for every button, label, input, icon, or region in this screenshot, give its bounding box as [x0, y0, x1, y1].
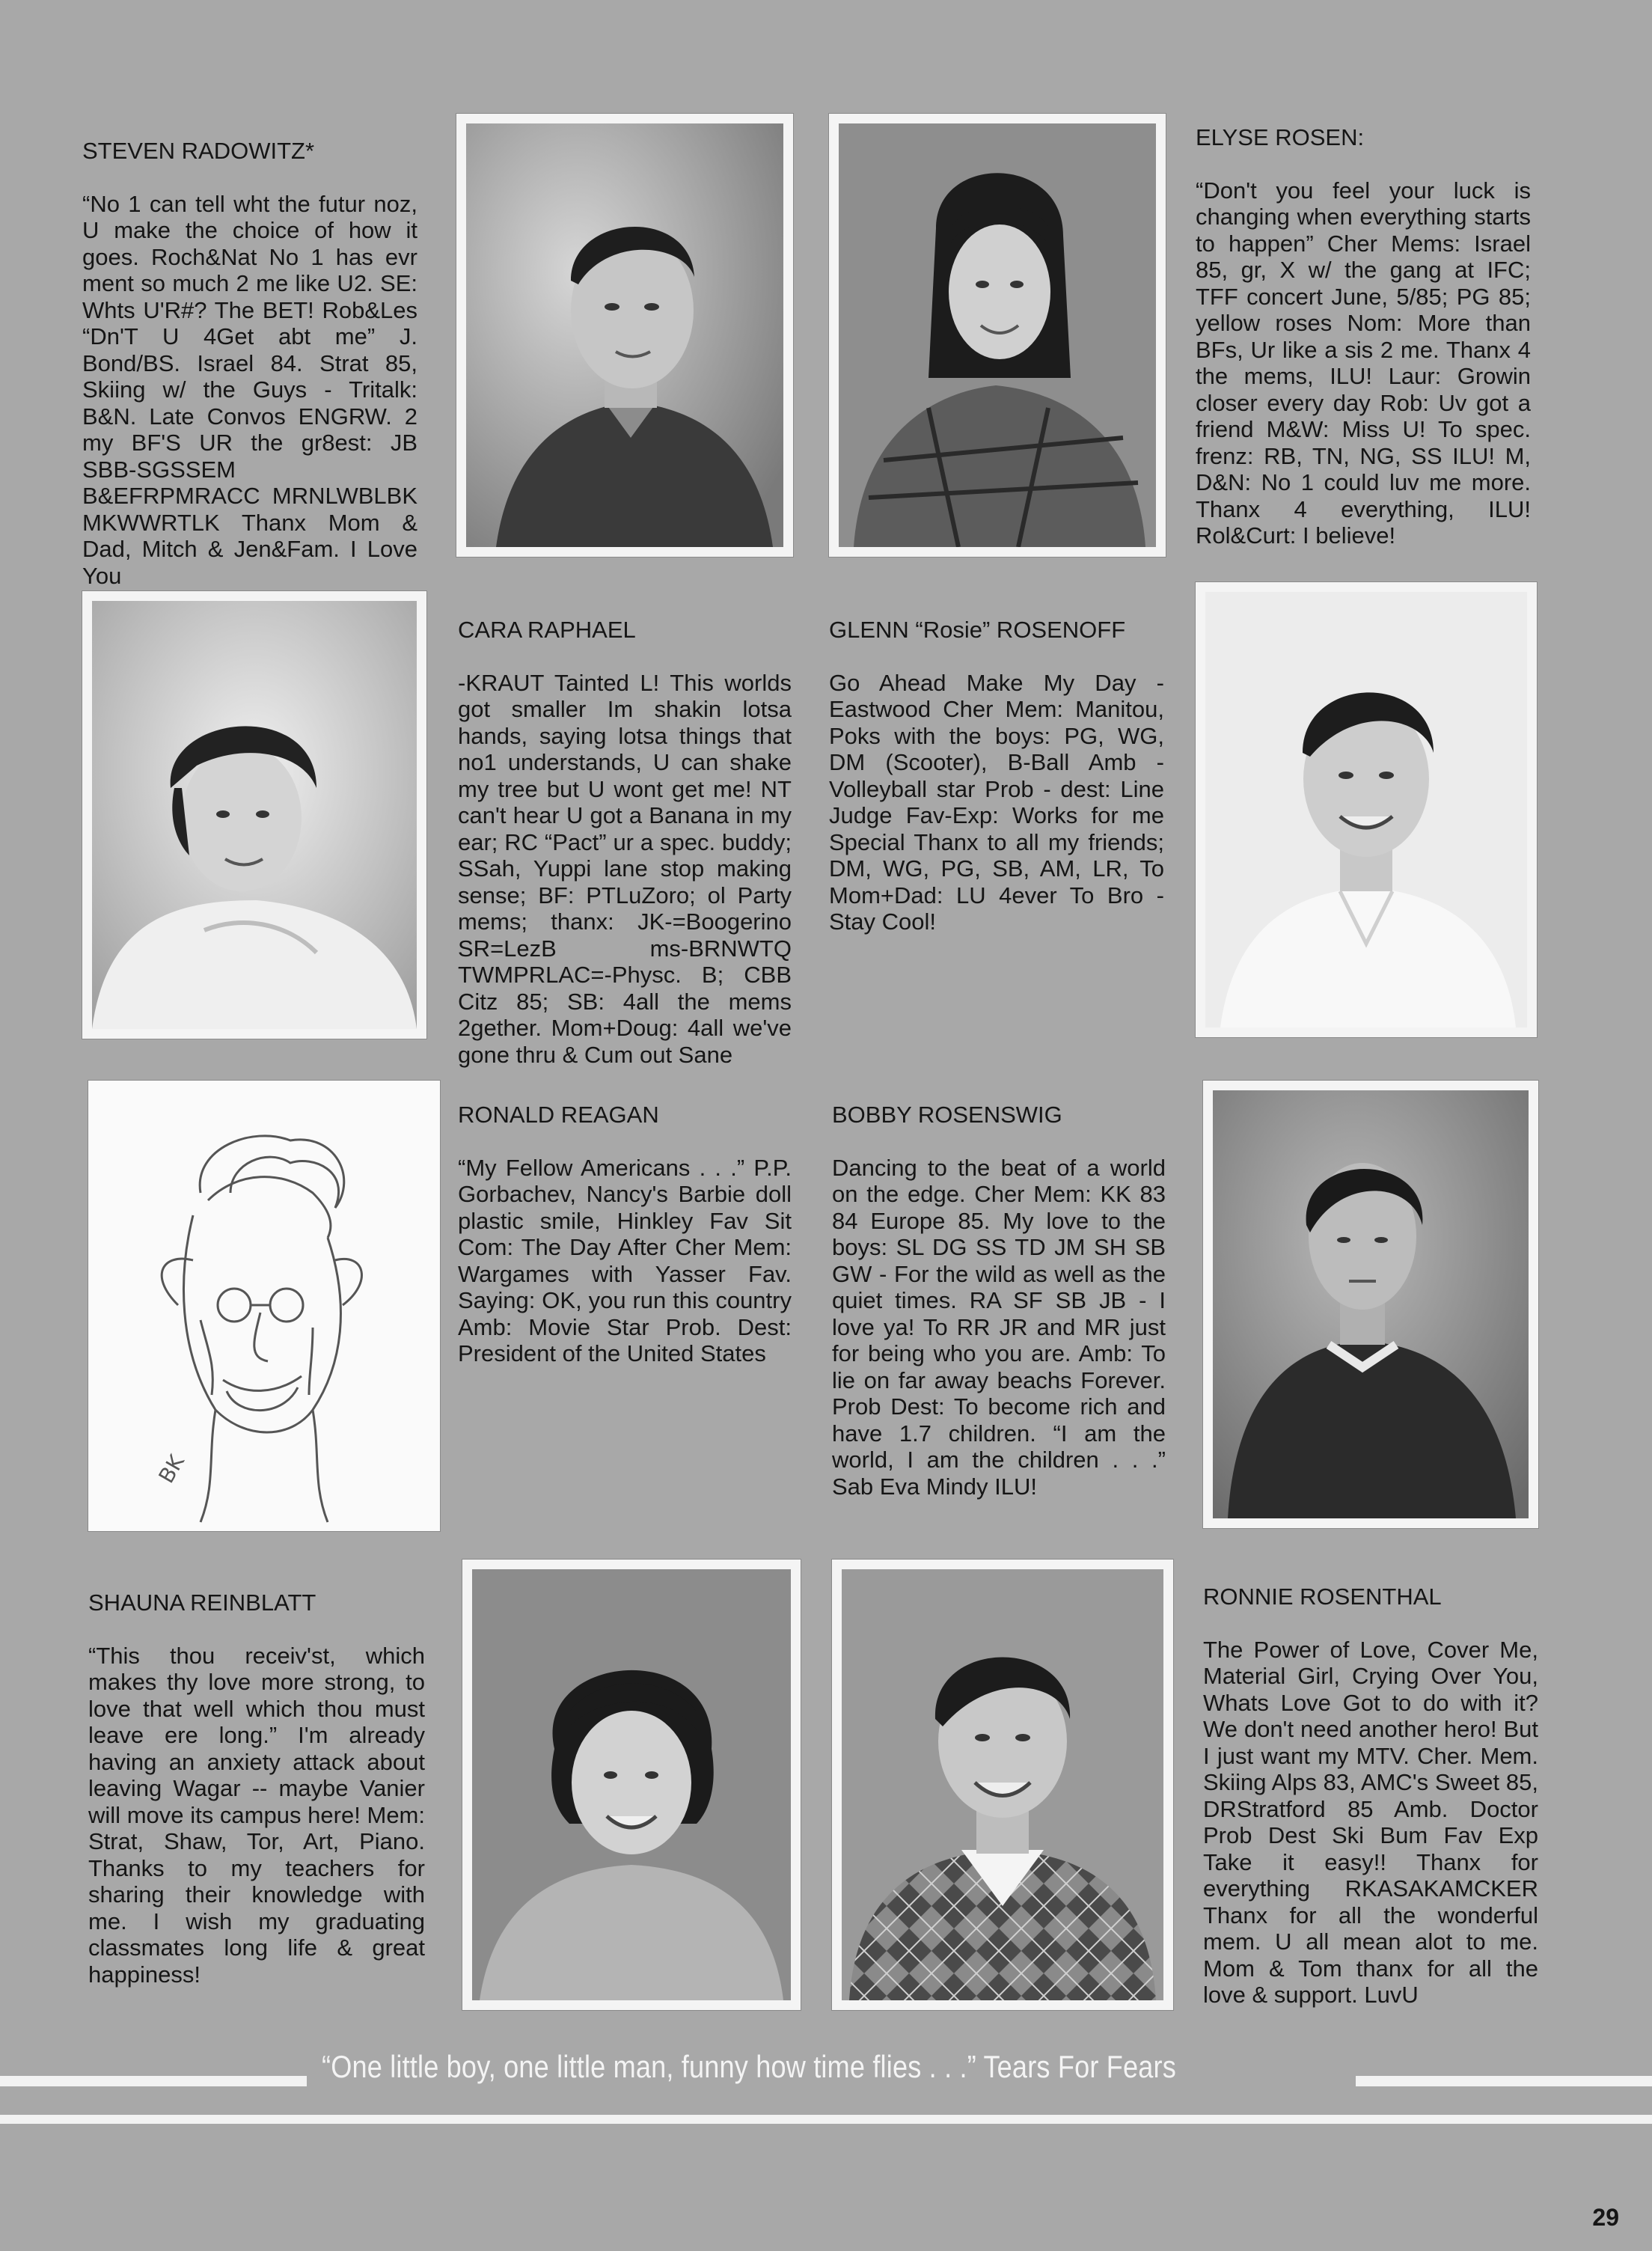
student-blurb-raphael — [458, 590, 792, 1068]
caricature-signature: BK — [153, 1450, 189, 1488]
student-photo-rosenswig — [1203, 1081, 1538, 1528]
footer-quote: “One little boy, one little man, funny how time flies . . .” Tears For Fears — [322, 2049, 1176, 2084]
student-quote: The Power of Love, Cover Me, Material Girl, Crying Over You, Whats Love Got to do with it? We don't need another hero! But I just want my MTV. Cher. Mem. Skiing Alps 83, AMC's Sweet 85, DRStratford 85 Amb. Doctor Prob Dest Ski Bum Fav Exp Take it easy!! Thanx for everything RKASAKAMCKER Thanx for all the wonderful mem. U all mean alot to me. Mom & Tom thanx for all the love & support. LuvU — [1203, 1636, 1538, 2008]
student-quote: Dancing to the beat of a world on the edge. Cher Mem: KK 83 84 Europe 85. My love to the boys: SL DG SS TD JM SH SB GW - For the wild as well as the quiet times. RA SF SB JB - I love ya! To RR JR and MR just for being who you are. Amb: To lie on far away beachs Forever. Prob Dest: To become rich and have 1.7 children. “I am the world, I am the children . . .” Sab Eva Mindy ILU! — [832, 1154, 1166, 1500]
caricature-reagan — [88, 1081, 440, 1531]
student-name: STEVEN RADOWITZ* — [82, 137, 315, 164]
student-quote: Go Ahead Make My Day - Eastwood Cher Mem: Manitou, Poks with the boys: PG, WG, DM (Scooter), B-Ball Amb - Volleyball star Prob - dest: Line Judge Fav-Exp: Works for me Special Thanx to all my friends; DM, WG, PG, SB, AM, LR, To Mom+Dad: LU 4ever To Bro - Stay Cool! — [829, 669, 1164, 935]
student-name: ELYSE ROSEN: — [1196, 123, 1365, 150]
student-blurb-reagan — [458, 1075, 792, 1367]
student-blurb-rosen — [1196, 97, 1531, 549]
quote-rule-left — [0, 2076, 307, 2086]
student-photo-radowitz — [456, 114, 793, 557]
student-blurb-rosenthal — [1203, 1557, 1538, 2009]
student-quote: “My Fellow Americans . . .” P.P. Gorbachev, Nancy's Barbie doll plastic smile, Hinkley Fav Sit Com: The Day After Cher Mem: Wargames with Yasser Fav. Saying: OK, you run this country Amb: Movie Star Prob. Dest: President of the United States — [458, 1154, 792, 1366]
student-blurb-rosenswig — [832, 1075, 1166, 1500]
student-name: GLENN “Rosie” ROSENOFF — [829, 616, 1126, 643]
student-quote: -KRAUT Tainted L! This worlds got smaller Im shakin lotsa hands, saying lotsa things that no1 understands, U can shake my tree but U wont get me! NT can't hear U got a Banana in my ear; RC “Pact” ur a spec. buddy; SSah, Yuppi lane stop making sense; BF: PTLuZoro; ol Party mems; thanx: JK-=Boogerino SR=LezB ms-BRNWTQ TWMPRLAC=-Physc. B; CBB Citz 85; SB: 4all the mems 2gether. Mom+Doug: 4all we've gone thru & Cum out Sane — [458, 669, 792, 1068]
student-blurb-rosenoff — [829, 590, 1164, 935]
quote-rule-bottom — [0, 2115, 1652, 2124]
student-name: BOBBY ROSENSWIG — [832, 1101, 1062, 1128]
student-name: CARA RAPHAEL — [458, 616, 636, 643]
quote-rule-right — [1356, 2076, 1652, 2086]
student-photo-rosenthal — [832, 1560, 1173, 2010]
student-photo-raphael — [82, 591, 426, 1039]
student-photo-reinblatt — [462, 1560, 801, 2010]
student-blurb-radowitz — [82, 111, 417, 589]
student-quote: “This thou receiv'st, which makes thy love more strong, to love that well which thou must leave ere long.” I'm already having an anxiety attack about leaving Wagar -- maybe Vanier will move its campus here! Mem: Strat, Shaw, Tor, Art, Piano. Thanks to my teachers for sharing their knowledge with me. I wish my graduating classmates long life & great happiness! — [88, 1642, 425, 1988]
page-number: 29 — [1592, 2204, 1619, 2231]
student-photo-rosenoff — [1196, 582, 1537, 1037]
student-name: RONALD REAGAN — [458, 1101, 659, 1128]
student-photo-rosen — [829, 114, 1166, 557]
student-blurb-reinblatt — [88, 1563, 425, 1988]
student-name: RONNIE ROSENTHAL — [1203, 1583, 1442, 1610]
student-quote: “No 1 can tell wht the futur noz, U make the choice of how it goes. Roch&Nat No 1 has evr ment so much 2 me like U2. SE: Whts U'R#? The BET! Rob&Les “Dn'T U 4Get abt me” J. Bond/BS. Israel 84. Strat 85, Skiing w/ the Guys - Tritalk: B&N. Late Convos ENGRW. 2 my BF'S UR the gr8est: JB SBB-SGSSEM B&EFRPMRACC MRNLWBLBK MKWWRTLK Thanx Mom & Dad, Mitch & Jen&Fam. I Love You — [82, 190, 417, 589]
student-name: SHAUNA REINBLATT — [88, 1589, 316, 1616]
student-quote: “Don't you feel your luck is changing when everything starts to happen” Cher Mems: Israel 85, gr, X w/ the gang at IFC; TFF concert June, 5/85; PG 85; yellow roses Nom: More than BFs, Ur like a sis 2 me. Thanx 4 the mems, ILU! Laur: Growin closer every day Rob: Uv got a friend M&W: Miss U! To spec. frenz: RB, TN, NG, SS ILU! M, D&N: No 1 could luv me more. Thanx 4 everything, ILU! Rol&Curt: I believe! — [1196, 177, 1531, 549]
